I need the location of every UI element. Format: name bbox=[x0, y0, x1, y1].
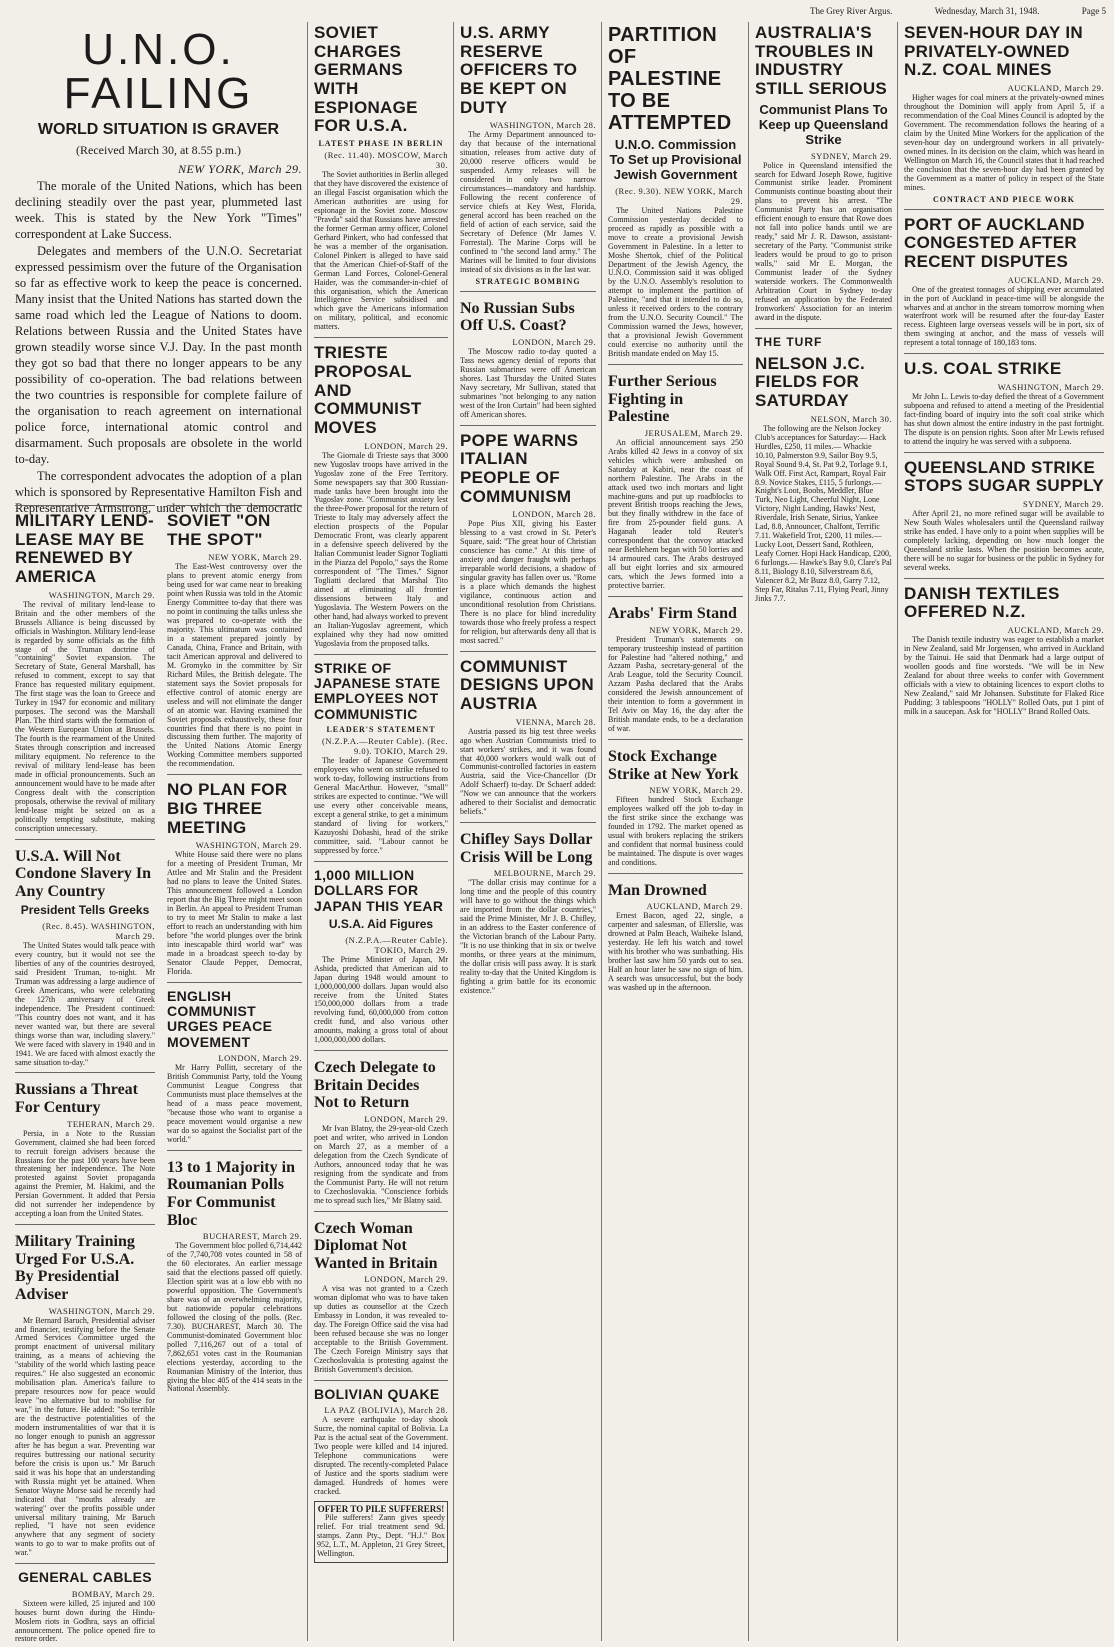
headline: PARTITION OF PALESTINE TO BE ATTEMPTED bbox=[608, 24, 732, 134]
dateline: TEHERAN, March 29. bbox=[67, 1118, 155, 1129]
headline: U.S. ARMY RESERVE OFFICERS TO BE KEPT ON DUTY bbox=[460, 23, 578, 117]
headline: U.S. COAL STRIKE bbox=[904, 359, 1062, 379]
dateline: VIENNA, March 28. bbox=[515, 716, 596, 727]
headline: COMMUNIST DESIGNS UPON AUSTRIA bbox=[460, 656, 594, 713]
article-body: The United States would talk peace with every country, but it would not see the liberties of any of the countries destroyed, said President Truman, to-night. Mr Truman was addressing a large audience of Greek Americans, who were celebrating the 127th anniversary of Greek independence. The President continued: "This country does not want, and it has never wanted war, but there are several things worse than war, including slavery." We were faced with slavery in 1940 and in 1941. We are faced with almost exactly the same situation to-day." bbox=[15, 941, 155, 1067]
article-body: The Soviet authorities in Berlin alleged that they have discovered the existence of an illegal Fascist organisation which the American authorities are using for espionage in the Soviet zone. Moscow "Pravda" said that Russians have arrested the former German army officer, Colonel Gerhard Pinkert, who had confessed that he was a member of the organisation. Colonel Pinkert is alleged to have said that the American Chief-of-Staff of the German Land Forces, Colonel-General Haider, was the commander-in-chief of this organisation, which the American Intelligence Service subsidised and which gave the Americans information on military, political, and economic matters. bbox=[314, 170, 448, 332]
dateline: NEW YORK, March 29. bbox=[649, 785, 743, 796]
headline: SOVIET CHARGES GERMANS WITH ESPIONAGE FOR U.S.A. bbox=[314, 23, 418, 136]
subheadline: Communist Plans To Keep up Queensland Strike bbox=[758, 101, 889, 147]
article-body: The revival of military lend-lease to Britain and the other members of the Brussels Alliance is being discussed by officials in Washington. Military lend-lease is regarded by some officials as the fifth stage of the Truman doctrine of "containing" Soviet expansion. The Secretary of State, General Marshall, has refused to comment, except to say that France has requested military equipment. The first stage was the loan to Greece and Turkey in 1947 for economic and military purposes. The second was the Marshall Plan. The third starts with the formation of the Western European Union at Brussels. The fourth is the rearmament of the United States through conscription and increased military equipment. No reference to the revival of military lend-lease has been made in official pronouncements. Such an announcement would have to be made after Congress dealt with the conscription proposals, otherwise the revival of military lend-lease might be seized on as a politically tempting substitute, making conscription unnecessary. bbox=[15, 599, 155, 833]
column-rule bbox=[307, 22, 308, 1641]
headline: SEVEN-HOUR DAY IN PRIVATELY-OWNED N.Z. COAL MINES bbox=[904, 23, 1083, 80]
headline: Chifley Says Dollar Crisis Will be Long bbox=[460, 831, 593, 866]
dateline: NEW YORK, March 29. bbox=[208, 552, 302, 563]
dateline: LONDON, March 28. bbox=[512, 509, 596, 520]
dateline: AUCKLAND, March 29. bbox=[1007, 83, 1104, 94]
article-body: The United Nations Palestine Commission yesterday decided to proceed as rapidly as possible with a move to create a provisional Jewish Government in Palestine. In a letter to Moshe Shertok, chief of the Political Department of the Jewish Agency, the U.N.O. Commission said it was obliged by the U.N.O. Assembly's resolution to attempt to implement the partition of Palestine, "and that it intended to do so, unless it received orders to the contrary from the U.N.O. Security Council." The Commission warned the Jews, however, that a provisional Jewish Government could exercise no authority until the British mandate ended on May 15. bbox=[608, 205, 743, 359]
headline: Russians a Threat For Century bbox=[15, 1081, 138, 1117]
article-body: The Danish textile industry was eager to establish a market in New Zealand, said Mr Jorgensen, who arrived in Auckland by the Tainui. He said that Denmark had a large output of woollen goods and fine worsteds. "We will be in New Zealand for about three weeks to confer with Government officials with a view to obtaining licences to export cloths to New Zealand," said Mr Johansen. Substitute for Flaked Rice Pudding: 3 tablespoons "HOLLY" Rolled Oats, put 1 pint of milk in a saucepan. Ask for "HOLLY" Brand Rolled Oats. bbox=[904, 635, 1104, 716]
article-body: The Army Department announced to-day that because of the international situation, releases from active duty of 20,000 reserve officers would be suspended. Army releases will be considered in only two narrow circumstances—mandatory and hardship. Following the recent conference of service chiefs at Key West, Florida, general accord has been reached on the field of action of each service, said the Secretary of Defence (Mr James V. Forrestal). The Marine Corps will be confined to "the second land army." The Marines will be limited to four divisions instead of six divisions as in the last war. bbox=[460, 130, 596, 274]
lead-dateline: NEW YORK, March 29. bbox=[177, 161, 302, 176]
advert-title: OFFER TO PILE SUFFERERS! bbox=[317, 1503, 445, 1514]
article-body: The East-West controversy over the plans to prevent atomic energy from being used for war came near to breaking point when Russia was told in the Atomic Energy Committee to-day that there was no point in continuing the talks unless she was prepared to co-operate with the majority. This ultimatum was contained in a statement prepared jointly by Canada, China, France and Britain, with tacit American approval and delivered to M. Gromyko in the committee by Sir Richard Miles, the British delegate. The statement says the Soviet proposals for effective control of atomic energy are useless and will not eliminate the danger of an atomic war. Having examined the Soviet proposals exhaustively, these four countries find that there is no point in discussing them further. The majority of the United Nations Atomic Energy Working Committee members supported the recommendation. bbox=[167, 562, 302, 769]
column-rule bbox=[453, 22, 454, 1641]
dateline: (N.Z.P.A.—Reuter Cable). (Rec. 9.0). TOKIO, March 29. bbox=[322, 736, 448, 757]
column-rule bbox=[897, 22, 898, 1641]
section-label: CONTRACT AND PIECE WORK bbox=[932, 194, 1076, 204]
dateline: BUCHAREST, March 29. bbox=[202, 1231, 302, 1242]
dateline: (Rec. 11.40). MOSCOW, March 30. bbox=[324, 150, 448, 171]
dateline: NELSON, March 30. bbox=[810, 413, 892, 424]
headline: 13 to 1 Majority in Roumanian Polls For Communist Bloc bbox=[167, 1158, 295, 1229]
article-body: An official announcement says 250 Arabs killed 42 Jews in a convoy of six vehicles which were ambushed on Saturday at Kabiri, near the coast of northern Palestine. The Arabs in the attack used two inch mortars and light machine-guns and put up roadblocks to prevent British troops reaching the Jews, but they finally withdrew in the face of fire from 25-pounder field guns. A Haganah leader told Reuter's correspondent that the convoy attacked near Bethlehem began with 50 lorries and 14 armoured cars. The Arabs destroyed all but eight lorries and six armoured cars, which the Jews formed into a protective barrier. bbox=[608, 437, 743, 591]
headline: Military Training Urged For U.S.A. By Presidential Adviser bbox=[15, 1233, 135, 1303]
article-body: White House said there were no plans for a meeting of President Truman, Mr Attlee and Mr Stalin and the President had no plans to leave the United States. This announcement followed a London report that the Big Three might meet soon in Berlin. An appeal to President Truman to try to meet Mr Stalin to make a last effort to reach an understanding with him before "the world plunges over the brink into inescapable third world war" was made in a broadcast speech to-day by Senator Claude Pepper, Democrat, Florida. bbox=[167, 850, 302, 976]
dateline: AUCKLAND, March 29. bbox=[1007, 625, 1104, 636]
dateline: AUCKLAND, March 29. bbox=[1007, 274, 1104, 285]
lead-paragraph: The correspondent advocates the adoption of a plan which is sponsored by Representative Hamilton Fish and Representative Armstrong, under which the democratic bbox=[15, 468, 302, 515]
dateline: WASHINGTON, March 29. bbox=[48, 1305, 155, 1316]
article-body: Fifteen hundred Stock Exchange employees walked off the job to-day in the first strike since the exchange was founded in 1792. The market opened as usual with brokers replacing the strikers and confident that normal business could be maintained. The dispute is over wages and conditions. bbox=[608, 795, 743, 867]
headline: Czech Delegate to Britain Decides Not to Return bbox=[314, 1059, 436, 1112]
article-body: The Government bloc polled 6,714,442 of the 7,740,708 votes counted in 58 of the 60 electorates. An earlier message said that the elections passed off quietly. Election spirit was at a low ebb with no powerful opposition. The Government's share was of an overwhelming majority, but nationwide popular celebrations followed the closing of the polls. (Rec. 7.30). BUCHAREST, March 30. The Communist-dominated Government bloc polled 7,116,267 out of a total of 7,862,651 votes cast in the Roumanian elections yesterday, according to the Roumanian Ministry of the Interior, thus giving the bloc 405 of the 414 seats in the National Assembly. bbox=[167, 1241, 302, 1394]
dateline: NEW YORK, March 29. bbox=[649, 624, 743, 635]
article-body: Sixteen were killed, 25 injured and 100 houses burnt down during the Hindu-Moslem riots in Godhra, says an official announcement. The police opened fire to restore order. bbox=[15, 1598, 155, 1643]
headline: QUEENSLAND STRIKE STOPS SUGAR SUPPLY bbox=[904, 457, 1105, 496]
column-7 bbox=[899, 18, 1109, 1643]
masthead-date: Wednesday, March 31, 1948. bbox=[934, 6, 1040, 16]
headline: BOLIVIAN QUAKE bbox=[314, 1385, 440, 1402]
article-body: Persia, in a Note to the Russian Government, claimed she had been forced to recruit foreign advisers because the Russians for the past 100 years have been threatening her independence. The Note protested against Soviet propaganda against the Premier, M. Hakimi, and the Persian Government. It added that Persia did not surrender her independence by accepting a loan from the United States. bbox=[15, 1128, 155, 1219]
headline: GENERAL CABLES bbox=[18, 1569, 152, 1586]
column-2 bbox=[162, 500, 307, 1643]
dateline: AUCKLAND, March 29. bbox=[646, 901, 743, 912]
article-body: The leader of Japanese Government employees who went on strike refused to work to-day, following instructions from General MacArthur. However, "small" strikes are expected to continue. "We will use every other conceivable means, except a general strike, to get a minimum standard of living for workers," Kazuyoshi Dobashi, head of the strike committee, said. "Labour cannot be suppressed by force." bbox=[314, 756, 448, 855]
dateline: WASHINGTON, March 29. bbox=[48, 589, 155, 600]
lead-paragraph: Delegates and members of the U.N.O. Secretariat expressed pessimism over the future of the Organisation so far as effective work to keep the peace is concerned. Many insist that the United Nations has started down the same road which led the League of Nations to doom. Relations between Russia and the United States have grown steadily worse since V.J. Day. In the past month they got so bad that there no longer appears to be any possibility of co-operation. The bad relations between the two countries is responsible for complete failure of the organisation to reach agreement on international police force, international atomic control and disarmament. Such proposals are obsolete in the world to-day. bbox=[15, 243, 302, 466]
headline: Arabs' Firm Stand bbox=[608, 605, 737, 622]
dateline: WASHINGTON, March 29. bbox=[997, 381, 1104, 392]
masthead bbox=[640, 4, 1106, 18]
headline: Stock Exchange Strike at New York bbox=[608, 748, 739, 783]
article-body: Austria passed its big test three weeks ago when Austrian Communists tried to start workers' strikes, and it was found that 40,000 workers would walk out of Communist-controlled factories in eastern Austria, said the Vice-Chancellor (Dr Adolf Schaerf) to-day. Dr Schaerf added: "Now we can announce that the workers adhered to their Socialist and democratic beliefs." bbox=[460, 726, 596, 817]
section-label: STRATEGIC BOMBING bbox=[475, 276, 581, 286]
article-body: The Giornale di Trieste says that 3000 new Yugoslav troops have arrived in the Yugoslav zone of the Free Territory. Some newspapers say that 300 Russian-made tanks have been brought into the Yugoslav zone. "Communist anxiety lest the three-Power proposal for the return of Trieste to Italy may adversely affect the election prospects of the Popular Democratic Front, was clearly apparent in a defensive speech delivered by the Italian Communist leader Signor Togliatti in the Piazza del Popolo," says the Rome correspondent of "The Times." Signor Togliatti declared that Marshal Tito aimed at eliminating all frontier dissensions between Italy and Yugoslavia. The Western Powers on the other hand, had always worked to prevent an Italian-Yugoslav agreement, which explained why they had now omitted Yugoslavia from the proposed talks. bbox=[314, 450, 448, 648]
dateline: LONDON, March 29. bbox=[364, 440, 448, 451]
article-body: Mr Harry Pollitt, secretary of the British Communist Party, told the Young Communist League Congress that Communists must place themselves at the head of a mass peace movement, "because those who want to organise a peace movement would organise a new war do so against the Socialist part of the world." bbox=[167, 1063, 302, 1144]
headline: Czech Woman Diplomat Not Wanted in Britain bbox=[314, 1219, 438, 1272]
masthead-paper: The Grey River Argus. bbox=[810, 6, 893, 16]
column-4 bbox=[455, 18, 601, 1643]
headline: NELSON J.C. FIELDS FOR SATURDAY bbox=[755, 353, 866, 411]
dateline: LA PAZ (BOLIVIA), March 28. bbox=[324, 1405, 448, 1416]
dateline: LONDON, March 29. bbox=[218, 1053, 302, 1064]
article-body: President Truman's statements on temporary trusteeship instead of partition for Palestine had "altered nothing," and Azzam Pasha, secretary-general of the Arab League, told the Security Council. Azzam Pasha declared that the Arabs considered the Jewish announcement of their intention to form a government in Tel Aviv on May 16, the day after the British mandate ends, to be a declaration of war. bbox=[608, 634, 743, 734]
lead-paragraph: The morale of the United Nations, which has been declining steadily over the past year, plummeted last week. This is stated by the New York "Times" correspondent at Lake Success. bbox=[15, 178, 302, 241]
dateline: (Rec. 8.45). WASHINGTON, March 29. bbox=[42, 921, 155, 942]
column-1 bbox=[10, 500, 160, 1643]
subheadline: U.S.A. Aid Figures bbox=[328, 916, 434, 931]
article-body: The following are the Nelson Jockey Club's acceptances for Saturday:— Hack Hurdles, £250, 11 miles.— Whackie 10.10, Palmerston 9.9, Sailor Boy 9.5, Royal Sound 9.4, St. Pat 9.2, Torlage 9.1, Walk Off. First Act, Rampart, Royal Fair 8.9. Novice Stakes, £115, 5 furlongs.— Knight's Loot, Boobs, Meddler, Blue Turk, Neo Light, Cheerful Night, Lone Victory, Night Landing, Hawks' Nest, Riverdale, Irish Senate, Sirius, Yankee Lad, 8.8, Announcer, Chalfont, Terrific 7.11. Wakefield Trot, £200, 11 miles.— Lucky Loot, Dessert Sand, Rothleen, Leafy Corner. Hopi Hack Handicap, £200, 6 furlongs.— Hawke's Bay 9.0, Clare's Pal 8.11, Biology 8.10, Silverstream 8.6, Valencer 8.2, Mr Buzz 8.0, Garry 7.12, Step Far, Ritalus 7.11, Flying Pearl, Jinny Jinks 7.7. bbox=[755, 423, 892, 603]
article-body: Mr Ivan Blatny, the 29-year-old Czech poet and writer, who arrived in London on March 27, as a member of a delegation from the Czech Syndicate of Authors, announced today that he was resigning from the syndicate and from the Communist Party. He will not return to Czechoslovakia. "Conscience forbids me to spread such lies," Mr Blatny said. bbox=[314, 1124, 448, 1205]
dateline: LONDON, March 29. bbox=[364, 1114, 448, 1125]
column-6 bbox=[750, 18, 897, 1643]
article-body: "The dollar crisis may continue for a long time and the people of this country will have to go without the things which are imported from the dollar countries," said the Prime Minister, Mr J. B. Chifley, in an address to the Easter conference of the Victorian branch of the Labour Party. "It is no use thinking that in six or twelve months, or three years at the minimum, the dollar crisis will pass away. It is stark reality to-day that the United Kingdom is fighting a grim battle for its economic existence." bbox=[460, 878, 596, 995]
headline: NO PLAN FOR BIG THREE MEETING bbox=[167, 780, 288, 837]
dateline: SYDNEY, March 29. bbox=[810, 150, 892, 161]
section-label: LEADER'S STATEMENT bbox=[326, 725, 436, 735]
headline: PORT OF AUCKLAND CONGESTED AFTER RECENT DISPUTES bbox=[904, 214, 1085, 271]
dateline: SYDNEY, March 29. bbox=[1022, 499, 1104, 510]
article-body: Ernest Bacon, aged 22, single, a carpenter and salesman, of Ellerslie, was drowned at Palm Beach, Waiheke Island, yesterday. He left his watch and towel with his brother who was sunbathing. His brother last saw him 50 yards out to sea. Half an hour later he saw no sign of him. A search was unsuccessful, but the body was washed up in the afternoon. bbox=[608, 911, 743, 993]
dateline: JERUSALEM, March 29. bbox=[644, 427, 743, 438]
dateline: (N.Z.P.A.—Reuter Cable). TOKIO, March 29. bbox=[345, 934, 448, 955]
article-body: The Prime Minister of Japan, Mr Ashida, predicted that American aid to Japan during 1948 would amount to 1,000,000,000 dollars. Japan would also receive from the United States 150,000,000 dollars from a trade revolving fund, 60,000,000 from cotton credit fund, and also various other amounts, making a gross total of about 1,000,000,000 dollars. bbox=[314, 954, 448, 1045]
masthead-page: Page 5 bbox=[1081, 6, 1106, 16]
article-body: Higher wages for coal miners at the privately-owned mines throughout the Dominion will apply from April 5, if a recommendation of the Coal Mines Council is adopted by the Government. The recommendation follows the hearing of a claim by the United Mine Workers for the application of the seven-hour day on underground workers in all privately-owned mines. In its decision on the claim, which was heard in Wellington on March 16, the Council states that it had reached the conclusion that the seven-hour day had been granted by the Government as a matter of policy in respect of the State mines. bbox=[904, 93, 1104, 192]
dateline: (Rec. 9.30). NEW YORK, March 29. bbox=[615, 185, 743, 206]
article-body: Mr Bernard Baruch, Presidential adviser and financier, testifying before the Senate Armed Services Committee urged the prompt enactment of universal military training, as a means of achieving the "stability of the world which lasting peace requires." He also suggested an economic mobilisation plan. America's failure to prepare resources now for peace would leave "no alternative but to mobilise for war," in the future. He added: "So terrible are the destructive potentialities of the modern instrumentalities of war that it is no longer enough to punish an aggressor after he has begun a war. Preventing war requires buttressing our national security before the crisis is upon us." Mr Baruch said it was his hope that an understanding with Russia might yet be attained. When Senator Wayne Morse said he recently had indicated that "mouths already are watering" over the profits possible under universal military training, Mr Baruch replied, "I have not seen evidence anywhere that any segment of society wants to go to war to make profits out of war." bbox=[15, 1315, 155, 1558]
headline: U.S.A. Will Not Condone Slavery In Any Country bbox=[15, 847, 152, 900]
subheadline: President Tells Greeks bbox=[20, 903, 150, 918]
lead-title: U.N.O. FAILING bbox=[63, 25, 254, 118]
column-rule bbox=[601, 22, 602, 1641]
column-5 bbox=[603, 18, 748, 1643]
dateline: WASHINGTON, March 28. bbox=[489, 120, 596, 131]
dateline: LONDON, March 29. bbox=[364, 1274, 448, 1285]
headline: Man Drowned bbox=[608, 881, 707, 899]
dateline: BOMBAY, March 29. bbox=[71, 1588, 155, 1599]
dateline: MELBOURNE, March 29. bbox=[493, 868, 596, 879]
headline: DANISH TEXTILES OFFERED N.Z. bbox=[904, 583, 1060, 622]
lead-received: (Received March 30, at 8.55 p.m.) bbox=[76, 142, 241, 157]
article-body: Pope Pius XII, giving his Easter blessing to a vast crowd in St. Peter's Square, said: "The great hour of Christian conscience has come." At this time of anxiety and danger fraught with perhaps irreparable world decisions, a shadow of singular gravity has fallen over us. "Rome is a place which demands the highest vigilance, continuous action and unconditional resolution from Christians. There is no place for blind incredulity towards those who freely profess a respect for religion, but afterwards deny all that is most sacred." bbox=[460, 519, 596, 645]
article-body: A visa was not granted to a Czech woman diplomat who was to have taken up duties as counsellor at the Czech Embassy in London, it was revealed to-day. The Foreign Office said the visa had been refused because she was no longer acceptable to the British Government. The Czech Foreign Ministry says that Czechoslovakia is protesting against the British Government's decision. bbox=[314, 1284, 448, 1374]
headline: AUSTRALIA'S TROUBLES IN INDUSTRY STILL SERIOUS bbox=[755, 23, 888, 99]
headline: No Russian Subs Off U.S. Coast? bbox=[460, 299, 575, 335]
subheadline: LATEST PHASE IN BERLIN bbox=[318, 139, 444, 149]
article-body: Police in Queensland intensified the search for Edward Joseph Rowe, fugitive Communist strike leader. Prominent Communists continue boasting about their plans to prevent his arrest. "The Communist Party has an organisation efficient enough to ensure that Rowe does not fall into police hands until we are ready," said Mr J. R. Dawson, assistant-secretary of the Party. "Communist strike leaders would be proud to go to prison walls," said Mr E. Morgan, the Communist leader of the Sydney waterside workers. The Commonwealth Arbitration Court in Sydney to-day refused an application by the Federated Ironworkers' Association for an interim award in the dispute. bbox=[755, 160, 892, 322]
article-body: After April 21, no more refined sugar will be available to New South Wales wholesalers until the Queensland railway strike has ended. I have only to a point when supplies will be completely lacking, depending on how much longer the Queensland strike lasts. When the position becomes acute, there will be no sugar for business or the public in Sydney for several weeks. bbox=[904, 509, 1104, 572]
dateline: LONDON, March 29. bbox=[512, 336, 596, 347]
article-body: One of the greatest tonnages of shipping ever accumulated in the port of Auckland in peace-time will be alongside the wharves and at anchor in the stream tomorrow morning when waterfront work will be resumed after the four-day Easter recess. Eighteen large overseas vessels will be in port, six of them swinging at anchor, and the mass of vessels will represent a total tonnage of 180,183 tons. bbox=[904, 284, 1104, 348]
headline: MILITARY LEND-LEASE MAY BE RENEWED BY AMERICA bbox=[15, 511, 154, 587]
article-body: Mr John L. Lewis to-day defied the threat of a Government subpoena and refused to attend a meeting of the Presidential fact-finding board of inquiry into the soft coal strike which has shut down almost the entire industry in the past fortnight. The dispute is on pension rights. Soon after Mr Lewis refused to attend the inquiry he was served with a subpoena. bbox=[904, 391, 1104, 446]
article-body: The Moscow radio to-day quoted a Tass news agency denial of reports that Russian submarines were off American shores. Last Thursday the United States Navy secretary, Mr Sullivan, stated that submarines "not belonging to any nation west of the Iron Curtain" had been sighted off American shores. bbox=[460, 346, 596, 419]
headline: SOVIET "ON THE SPOT" bbox=[167, 511, 271, 549]
dateline: WASHINGTON, March 29. bbox=[195, 840, 302, 851]
headline: STRIKE OF JAPANESE STATE EMPLOYEES NOT COMMUNISTIC bbox=[314, 659, 441, 722]
headline: ENGLISH COMMUNIST URGES PEACE MOVEMENT bbox=[167, 987, 273, 1050]
headline: Further Serious Fighting in Palestine bbox=[608, 373, 717, 426]
headline: TRIESTE PROPOSAL AND COMMUNIST MOVES bbox=[314, 343, 422, 438]
lead-subtitle: WORLD SITUATION IS GRAVER bbox=[37, 121, 280, 138]
column-3 bbox=[309, 18, 453, 1643]
column-rule bbox=[748, 22, 749, 1641]
lead-story bbox=[10, 18, 307, 518]
advert-body: Pile sufferers! Zann gives speedy relief. For trial treatment send 9d. stamps. Zann Pty., Dept. "H.J." Box 952, L.T., M. Appleton, 21 Grey Street, Wellington. bbox=[317, 1512, 445, 1558]
article-body: A severe earthquake to-day shook Sucre, the nominal capital of Bolivia. La Paz is the actual seat of the Government. Two people were killed and 14 injured. Telephone communications were disrupted. The recently-completed Palace of Justice and the sports stadium were damaged. Hundreds of homes were cracked. bbox=[314, 1415, 448, 1496]
headline: 1,000 MILLION DOLLARS FOR JAPAN THIS YEAR bbox=[314, 866, 444, 914]
subheadline: U.N.O. Commission To Set up Provisional Jewish Government bbox=[609, 137, 742, 182]
advertisement bbox=[314, 1501, 448, 1563]
headline: POPE WARNS ITALIAN PEOPLE OF COMMUNISM bbox=[460, 430, 579, 506]
section-label: THE TURF bbox=[755, 334, 823, 349]
